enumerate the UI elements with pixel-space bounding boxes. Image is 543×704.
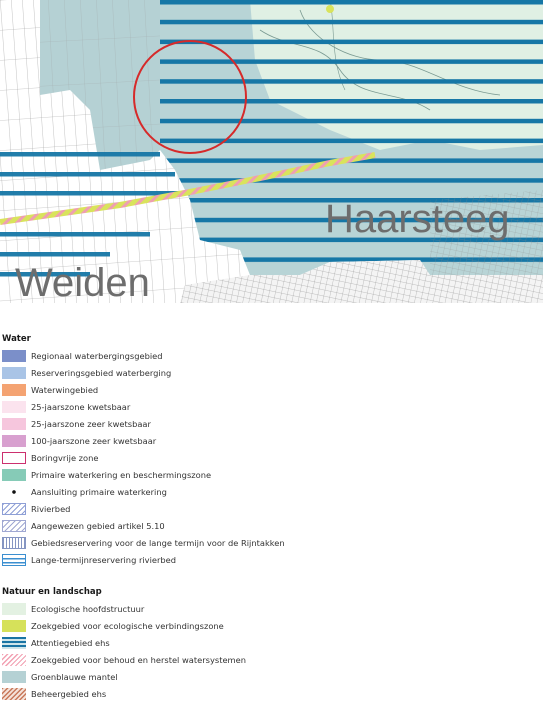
drilling-free-zone-swatch (2, 452, 26, 464)
zone-25-very-vulnerable-swatch (2, 418, 26, 430)
water-extraction-swatch (2, 384, 26, 396)
legend-item-label: Zoekgebied voor behoud en herstel watersystemen (31, 655, 246, 665)
legend-item (2, 435, 522, 449)
legend-item-label: Boringvrije zone (31, 453, 99, 463)
place-label-weiden: Weiden (15, 261, 150, 303)
legend-item (2, 554, 522, 568)
legend-item-label: 25-jaarszone kwetsbaar (31, 402, 131, 412)
legend-item (2, 452, 522, 466)
ecological-main-structure-swatch (2, 603, 26, 615)
legend-item (2, 671, 522, 685)
legend-item (2, 620, 522, 634)
dike-connection-dot-icon (2, 486, 26, 498)
legend-item-label: Rivierbed (31, 504, 71, 514)
legend-item (2, 637, 522, 651)
regional-storage-swatch (2, 350, 26, 362)
zone-25-vulnerable-swatch (2, 401, 26, 413)
legend-item-label: 25-jaarszone zeer kwetsbaar (31, 419, 151, 429)
green-blue-mantle-swatch (2, 671, 26, 683)
legend-item-label: Beheergebied ehs (31, 689, 107, 699)
legend-item (2, 469, 522, 483)
ehs-attention-area-swatch (2, 637, 26, 649)
legend-section-title: Natuur en landschap (2, 587, 102, 597)
legend-item-label: Gebiedsreservering voor de lange termijn voor de Rijntakken (31, 538, 285, 548)
legend-item-label: Reserveringsgebied waterberging (31, 368, 172, 378)
legend-item (2, 688, 522, 702)
legend-item-label: Attentiegebied ehs (31, 638, 110, 648)
legend-item (2, 654, 522, 668)
place-label-haarsteeg: Haarsteeg (325, 197, 510, 241)
legend-item-label: Primaire waterkering en beschermingszone (31, 470, 212, 480)
legend-item-label: Zoekgebied voor ecologische verbindingszone (31, 621, 224, 631)
legend-item-label: Lange-termijnreservering rivierbed (31, 555, 177, 565)
map-canvas (0, 0, 543, 303)
map-legend (0, 303, 543, 704)
zone-100-very-vulnerable-swatch (2, 435, 26, 447)
legend-item (2, 603, 522, 617)
legend-item (2, 503, 522, 517)
legend-item-label: Regionaal waterbergingsgebied (31, 351, 163, 361)
rhine-reservation-swatch (2, 537, 26, 549)
ecological-link-search-swatch (2, 620, 26, 632)
riverbed-reservation-swatch (2, 554, 26, 566)
water-system-search-swatch (2, 654, 26, 666)
legend-item (2, 401, 522, 415)
legend-item-label: 100-jaarszone zeer kwetsbaar (31, 436, 157, 446)
legend-item (2, 486, 522, 500)
legend-item (2, 418, 522, 432)
map-view[interactable] (0, 0, 543, 303)
legend-item-label: Ecologische hoofdstructuur (31, 604, 145, 614)
legend-section-title: Water (2, 334, 31, 344)
reserved-storage-swatch (2, 367, 26, 379)
ehs-management-area-swatch (2, 688, 26, 700)
legend-item-label: Aansluiting primaire waterkering (31, 487, 167, 497)
legend-item (2, 384, 522, 398)
primary-dike-swatch (2, 469, 26, 481)
legend-item (2, 367, 522, 381)
legend-item-label: Aangewezen gebied artikel 5.10 (31, 521, 165, 531)
legend-item (2, 350, 522, 364)
legend-item-label: Waterwingebied (31, 385, 99, 395)
riverbed-hatch-swatch (2, 503, 26, 515)
legend-item (2, 520, 522, 534)
legend-item (2, 537, 522, 551)
article-510-hatch-swatch (2, 520, 26, 532)
legend-item-label: Groenblauwe mantel (31, 672, 118, 682)
